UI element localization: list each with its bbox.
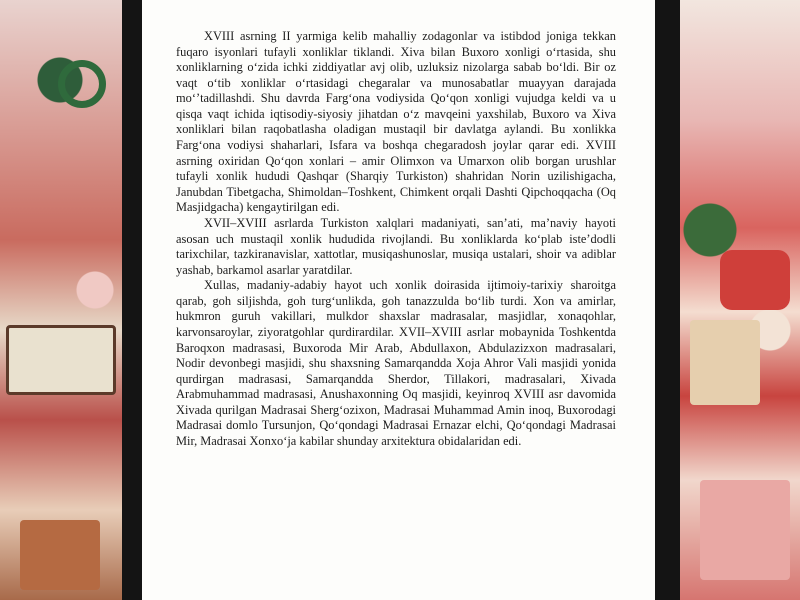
- paragraph-1: XVIII asrning II yarmiga kelib mahalliy zodagonlar va istibdod joniga tekkan fuqaro isyonlari tufayli xonliklar tiklandi. Xiva bilan Buxoro xonligi oʻrtasida, shu xonliklarning oʻzida ichki ziddiyatlar avj olib, uzluksiz nizolarga sabab boʻldi. Bir oz vaqt oʻtib xonliklar oʻrtasidagi chegaralar va munosabatlar muayyan darajada moʻʼtadillashdi. Shu davrda Fargʻona vodiysida Qoʻqon xonligi vujudga keldi va u qisqa vaqt ichida iqtisodiy-siyosiy jihatdan oʻz mavqeini yaxshilab, Buxoro va Xiva xonliklari bilan raqobatlasha oladigan mustaqil bir davlatga aylandi. Bu xonlikka Fargʻona vodiysi shaharlari, Isfara va boshqa chegaradosh joylar qarar edi. XVIII asrning oxiridan Qoʻqon xonlari – amir Olimxon va Umarxon olib borgan urushlar tufayli xonlik hududi Qashqar (Sharqiy Turkiston) shahridan Norin uzilishigacha, Janubdan Tibetgacha, Shimoldan–Toshkent, Chimkent orqali Dashti Qipchoqqacha (Oq Masjidgacha) kengaytirilgan edi.: [176, 29, 616, 215]
- paragraph-3: Xullas, madaniy-adabiy hayot uch xonlik doirasida ijtimoiy-tarixiy sharoitga qarab, goh siljishda, goh turgʻunlikda, goh tanazzulda boʻlib turdi. Xon va amirlar, hukmron guruh vakillari, mulkdor shaxslar madrasalar, masjidlar, xonaqohlar, karvonsaroylar, ziyoratgohlar qurdirardilar. XVII–XVIII asrlar mobaynida Toshkentda Baroqxon madrasasi, Buxoroda Mir Arab, Abdullaxon, Abdulazizxon madrasalari, Nodir devonbegi masjidi, shu shaxsning Samarqandda Xoja Ahror Vali masjidi yonida qurdirgan madrasasi, Samarqandda Sherdor, Tillakori, madrasalari, Xivada Arabmuhammad madrasasi, Anushaxonning Oq masjidi, keyinroq XVIII asr davomida Xivada qurilgan Madrasai Shergʻozixon, Madrasai Muhammad Amin inoq, Buxorodagi Madrasai domlo Tursunjon, Qoʻqondagi Madrasai Ernazar elchi, Qoʻqondagi Madrasai Mir, Madrasai Xonxoʻja kabilar shunday arxitektura obidalaridan edi.: [176, 278, 616, 449]
- framed-picture-decoration: [6, 325, 116, 395]
- book-page: [142, 0, 655, 600]
- page-text: [176, 29, 616, 450]
- envelope-decoration: [700, 480, 790, 580]
- card-decoration: [690, 320, 760, 405]
- right-background-illustration: [680, 0, 800, 600]
- stocking-decoration: [720, 250, 790, 310]
- left-background-illustration: [0, 0, 122, 600]
- wreath-decoration: [58, 60, 106, 108]
- paragraph-2: XVII–XVIII asrlarda Turkiston xalqlari madaniyati, sanʼati, maʼnaviy hayoti asosan uch mustaqil xonlik hududida rivojlandi. Bu xonliklarda koʻplab isteʼdodli tarixchilar, tazkiranavislar, xattotlar, musiqashunoslar, musiqa ustalari, shoir va adiblar yashab, barkamol asarlar yaratdilar.: [176, 215, 616, 277]
- gift-box-decoration: [20, 520, 100, 590]
- left-page-shadow: [122, 0, 142, 600]
- right-page-shadow: [655, 0, 680, 600]
